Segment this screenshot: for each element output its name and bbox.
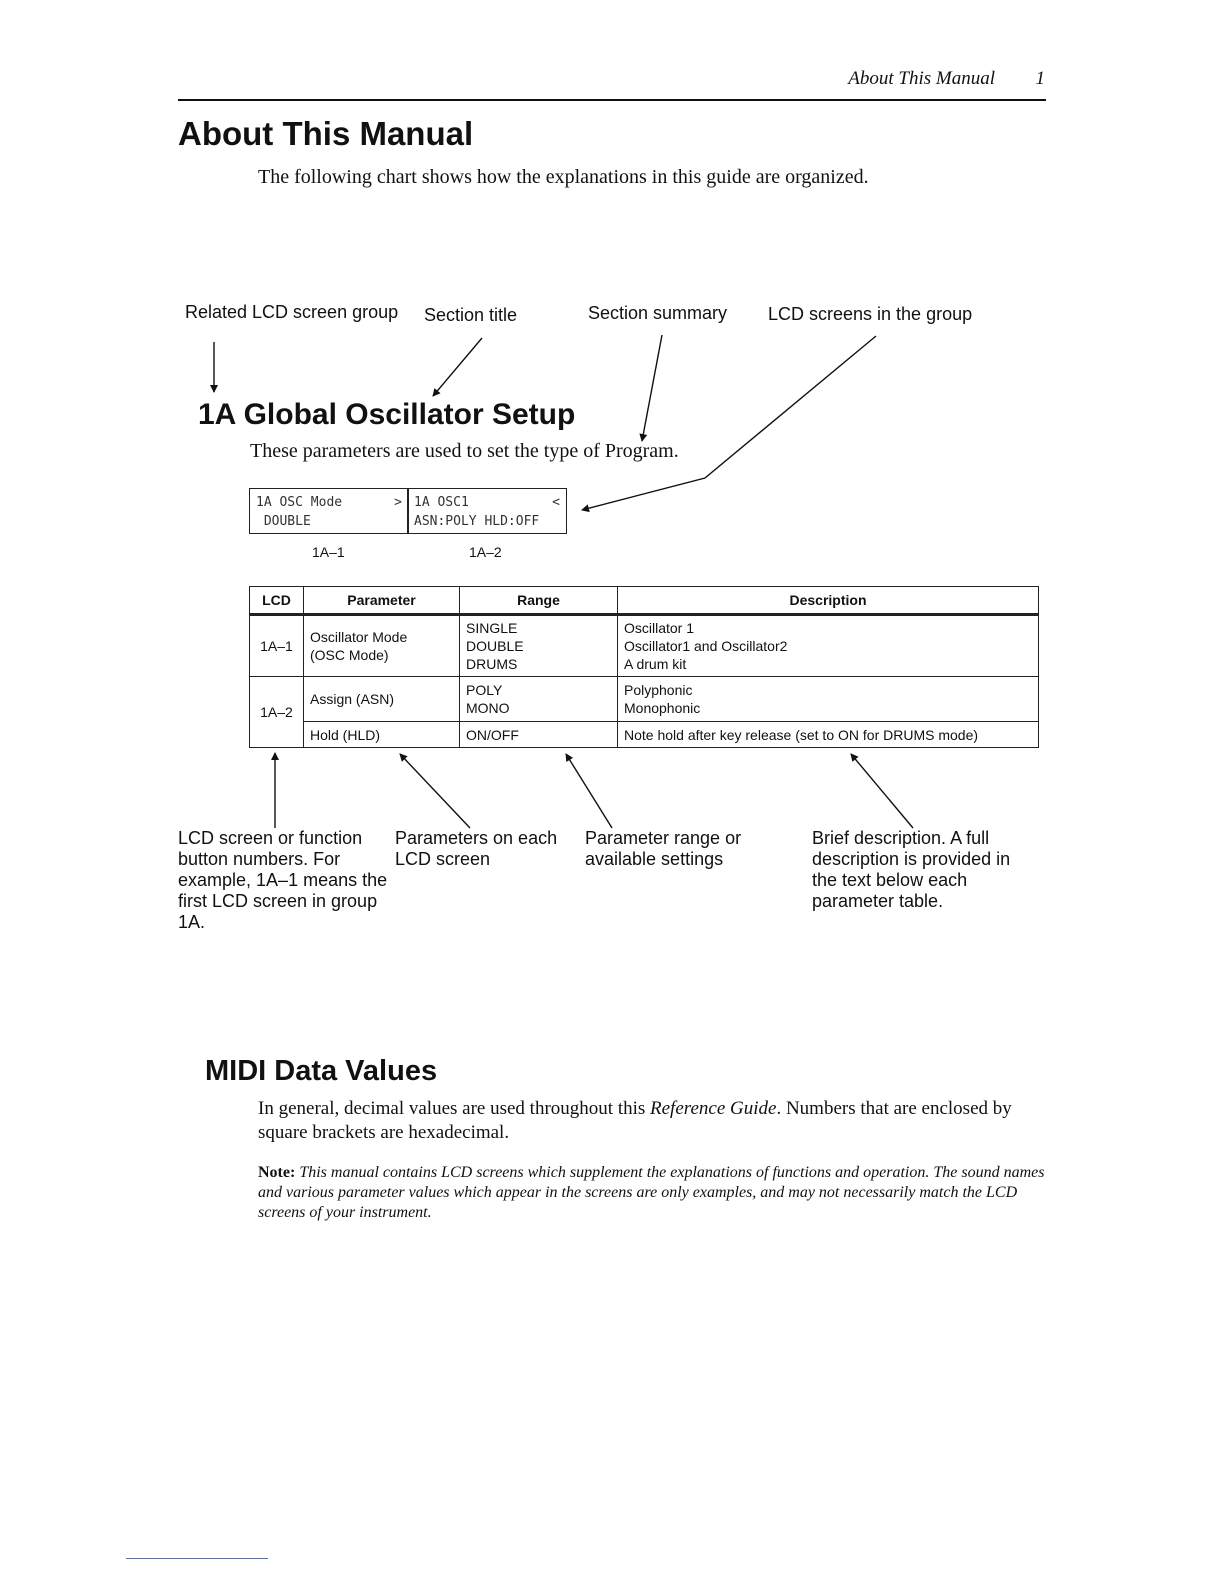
lcd-line: ASN:POLY HLD:OFF	[414, 514, 540, 529]
parameter-table	[249, 586, 1039, 748]
running-title: About This Manual	[848, 68, 995, 89]
arrow-parameters	[400, 754, 470, 828]
lcd-line: DOUBLE	[256, 514, 311, 529]
callout-brief-description: Brief description. A full description is provided in the text below each parameter table.	[812, 828, 1011, 911]
range-value: SINGLE	[466, 620, 518, 636]
callout-lcd-screens: LCD screens in the group	[768, 304, 973, 324]
lcd-screen-1a-2	[407, 488, 567, 534]
example-section-heading: 1A Global Oscillator Setup	[198, 398, 576, 431]
description-line: Oscillator 1	[624, 620, 695, 636]
lcd-cell: 1A–1	[250, 615, 304, 677]
description-cell: Note hold after key release (set to ON for DRUMS mode)	[618, 722, 1039, 748]
arrow-brief-description	[851, 754, 913, 828]
column-header-lcd: LCD	[250, 587, 304, 615]
column-header-description: Description	[618, 587, 1039, 615]
midi-body-guide-name: Reference Guide	[650, 1098, 777, 1119]
page-title: About This Manual	[178, 115, 474, 152]
description-line: A drum kit	[624, 656, 687, 672]
midi-body-post: . Numbers that are enclosed by square brackets are hexadecimal.	[258, 1098, 1012, 1143]
table-row	[250, 722, 1039, 748]
parameter-cell: Hold (HLD)	[304, 722, 460, 748]
callout-related-group: Related LCD screen group	[185, 302, 399, 322]
range-value: DOUBLE	[466, 638, 524, 654]
header-rule	[178, 99, 1046, 101]
description-line: Monophonic	[624, 700, 701, 716]
range-value: MONO	[466, 700, 510, 716]
parameter-cell: Assign (ASN)	[304, 677, 460, 722]
callout-section-summary: Section summary	[588, 303, 728, 323]
callout-range: Parameter range or available settings	[585, 828, 742, 869]
running-header	[700, 68, 1045, 94]
arrow-lcd-screens	[582, 336, 876, 510]
range-value: POLY	[466, 682, 503, 698]
callout-lcd-numbers: LCD screen or function button numbers. For example, 1A–1 means the first LCD screen in group 1A.	[178, 828, 388, 932]
midi-section-heading: MIDI Data Values	[205, 1055, 438, 1087]
note-label: Note:	[258, 1164, 296, 1181]
lcd-caption: 1A–1	[312, 544, 345, 560]
arrow-range	[566, 754, 612, 828]
column-header-parameter: Parameter	[304, 587, 460, 615]
intro-text: The following chart shows how the explanations in this guide are organized.	[258, 166, 869, 188]
parameter-cell	[304, 615, 460, 677]
range-cell: ON/OFF	[460, 722, 618, 748]
lcd-page-mark: >	[394, 495, 402, 510]
arrow-section-title	[433, 338, 482, 396]
table-row	[250, 677, 1039, 722]
arrow-section-summary	[642, 335, 662, 441]
lcd-line: 1A OSC1	[414, 495, 469, 510]
description-line: Polyphonic	[624, 682, 693, 698]
midi-body-text	[258, 1097, 1048, 1145]
description-cell	[618, 677, 1039, 722]
table-row	[250, 615, 1039, 677]
parameter-name: Oscillator Mode	[310, 629, 408, 645]
range-value: DRUMS	[466, 656, 518, 672]
lcd-line: 1A OSC Mode	[256, 495, 343, 510]
description-cell	[618, 615, 1039, 677]
range-cell	[460, 677, 618, 722]
midi-body-pre: In general, decimal values are used throughout this	[258, 1098, 651, 1119]
note-text: This manual contains LCD screens which supplement the explanations of functions and operation. The sound names and various parameter values which appear in the screens are only examples, and may not necessarily match the LCD screens of your instrument.	[258, 1164, 1045, 1221]
lcd-page-mark: <	[552, 495, 560, 510]
midi-note	[258, 1163, 1048, 1223]
callout-section-title: Section title	[424, 305, 518, 325]
footer-rule	[126, 1558, 268, 1559]
lcd-screen-1a-1	[249, 488, 409, 534]
parameter-abbrev: (OSC Mode)	[310, 647, 389, 663]
callout-parameters: Parameters on each LCD screen	[395, 828, 558, 869]
column-header-range: Range	[460, 587, 618, 615]
lcd-caption: 1A–2	[469, 544, 502, 560]
example-section-summary: These parameters are used to set the type of Program.	[250, 440, 679, 462]
lcd-cell: 1A–2	[250, 677, 304, 748]
range-cell	[460, 615, 618, 677]
page-number: 1	[1035, 68, 1045, 89]
description-line: Oscillator1 and Oscillator2	[624, 638, 788, 654]
